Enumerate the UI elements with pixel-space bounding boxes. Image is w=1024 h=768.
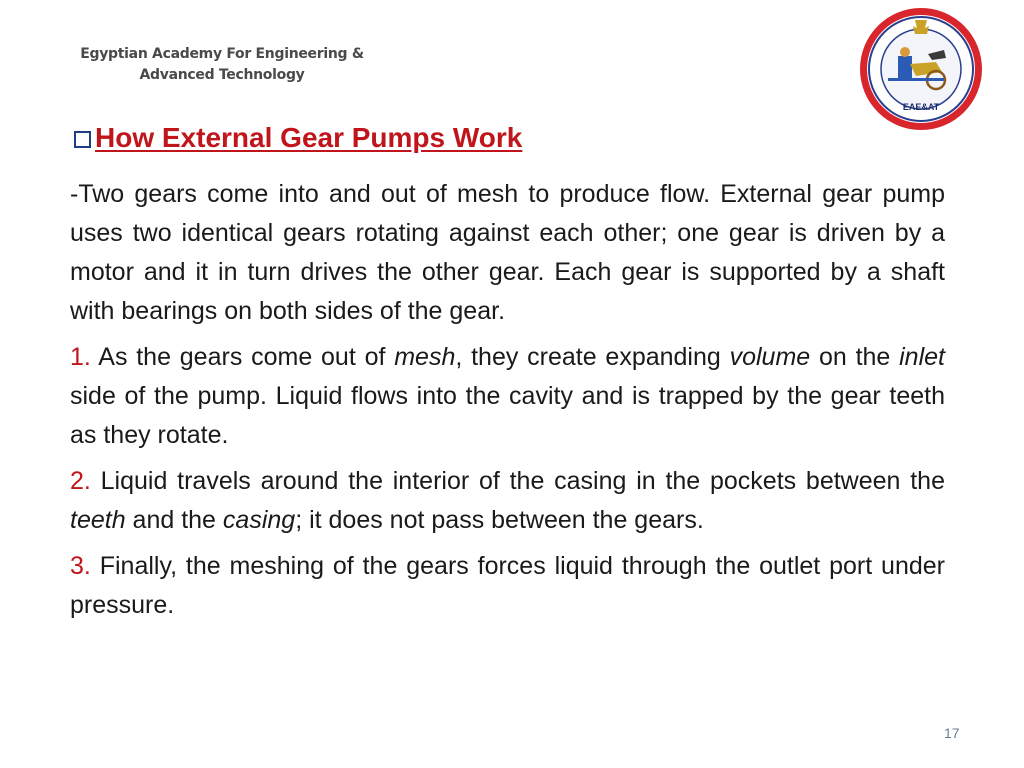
- svg-text:EAE&AT: EAE&AT: [902, 102, 940, 112]
- step-1: 1. As the gears come out of mesh, they create expanding volume on the inlet side of the pump. Liquid flows into the cavity and is trapped by the gear teeth as they rotate.: [70, 343, 945, 449]
- step-number: 2.: [70, 467, 91, 495]
- page-number: 17: [944, 725, 960, 741]
- slide-heading: [74, 122, 522, 154]
- institution-name: [80, 44, 364, 86]
- intro-paragraph: -Two gears come into and out of mesh to produce flow. External gear pump uses two identical gears rotating against each other; one gear is driven by a motor and it in turn drives the other gear. Each gear is supported by a shaft with bearings on both sides of the gear.: [70, 180, 945, 325]
- step-2: 2. Liquid travels around the interior of the casing in the pockets between the teeth and the casing; it does not pass between the gears.: [70, 467, 945, 534]
- institution-line-1: Egyptian Academy For Engineering &: [80, 46, 364, 62]
- step-number: 3.: [70, 552, 91, 580]
- institution-line-2: Advanced Technology: [139, 67, 305, 83]
- slide-title: How External Gear Pumps Work: [95, 122, 523, 153]
- step-3: 3. Finally, the meshing of the gears forces liquid through the outlet port under pressure.: [70, 552, 945, 619]
- academy-logo: [858, 6, 984, 132]
- checkbox-bullet-icon: [74, 131, 91, 148]
- step-number: 1.: [70, 343, 91, 371]
- slide-body: [70, 175, 945, 632]
